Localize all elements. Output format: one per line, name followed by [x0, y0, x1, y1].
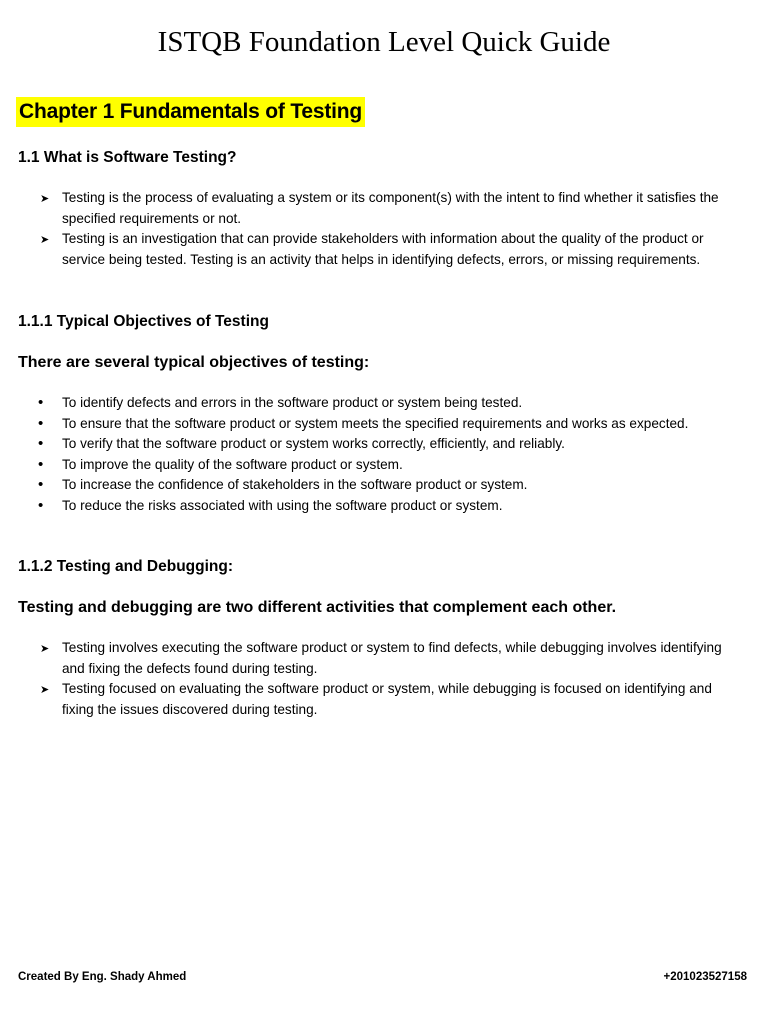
arrow-bullet-icon: ➤ [40, 234, 50, 247]
list-item: • To ensure that the software product or system meets the specified requirements and works as expected. [0, 414, 740, 435]
bullet-dot-icon: • [38, 496, 44, 514]
section-heading-1-1-2: 1.1.2 Testing and Debugging: [18, 558, 234, 575]
section-1-1-2-list [0, 638, 740, 720]
arrow-bullet-icon: ➤ [40, 643, 50, 655]
section-1-1-1-lead: There are several typical objectives of testing: [18, 354, 370, 371]
section-heading-1-1: 1.1 What is Software Testing? [18, 149, 237, 166]
arrow-bullet-icon: ➤ [40, 193, 50, 205]
footer-phone: +201023527158 [663, 971, 747, 983]
bullet-dot-icon: • [38, 394, 44, 411]
bullet-dot-icon: • [38, 476, 44, 494]
list-item: • To reduce the risks associated with using the software product or system. [0, 496, 740, 517]
list-item: • To identify defects and errors in the software product or system being tested. [0, 393, 740, 414]
arrow-bullet-icon: ➤ [40, 684, 50, 697]
section-1-1-list [0, 188, 740, 270]
section-heading-1-1-1: 1.1.1 Typical Objectives of Testing [18, 313, 269, 330]
list-item: • To increase the confidence of stakeholders in the software product or system. [0, 475, 740, 496]
list-item: ➤ Testing involves executing the software product or system to find defects, while debugging involves identifying and fixing the defects found during testing. [40, 640, 722, 676]
bullet-dot-icon: • [38, 414, 44, 432]
list-item: ➤ Testing focused on evaluating the software product or system, while debugging is focused on identifying and fixing the issues discovered during testing. [40, 681, 712, 717]
bullet-dot-icon: • [38, 435, 44, 453]
list-item: • To verify that the software product or system works correctly, efficiently, and reliably. [0, 434, 740, 455]
list-item: ➤ Testing is the process of evaluating a system or its component(s) with the intent to find whether it satisfies the specified requirements or not. [40, 190, 719, 226]
list-item: ➤ Testing is an investigation that can provide stakeholders with information about the quality of the product or service being tested. Testing is an activity that helps in identifying defects, errors, or missing requirements. [40, 231, 704, 267]
document-title: ISTQB Foundation Level Quick Guide [157, 26, 611, 58]
section-1-1-2-lead: Testing and debugging are two different activities that complement each other. [18, 599, 617, 616]
footer-author: Created By Eng. Shady Ahmed [18, 971, 187, 983]
list-item: • To improve the quality of the software product or system. [0, 455, 740, 476]
section-1-1-1-list [0, 393, 740, 517]
bullet-dot-icon: • [38, 455, 44, 473]
chapter-heading: Chapter 1 Fundamentals of Testing [16, 97, 365, 127]
